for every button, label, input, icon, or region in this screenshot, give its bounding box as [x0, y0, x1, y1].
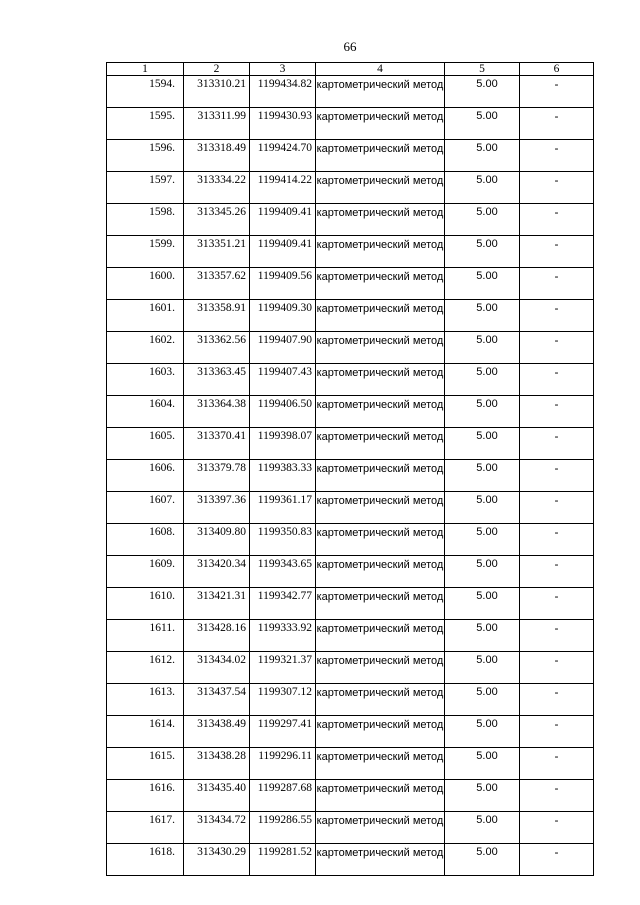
x-coordinate-cell: 313363.45 — [184, 364, 250, 396]
point-number-cell: 1603. — [107, 364, 184, 396]
x-coordinate-cell: 313334.22 — [184, 172, 250, 204]
y-coordinate-cell: 1199307.12 — [250, 684, 316, 716]
method-cell: картометрический метод — [316, 204, 445, 236]
point-number-cell: 1614. — [107, 716, 184, 748]
accuracy-cell: 5.00 — [445, 684, 520, 716]
note-cell: - — [520, 204, 594, 236]
note-cell: - — [520, 524, 594, 556]
x-coordinate-cell: 313318.49 — [184, 140, 250, 172]
table-row — [107, 268, 594, 300]
note-cell: - — [520, 620, 594, 652]
x-coordinate-cell: 313370.41 — [184, 428, 250, 460]
point-number-cell: 1607. — [107, 492, 184, 524]
method-cell: картометрический метод — [316, 780, 445, 812]
point-number-cell: 1612. — [107, 652, 184, 684]
point-number-cell: 1604. — [107, 396, 184, 428]
note-cell: - — [520, 108, 594, 140]
method-cell: картометрический метод — [316, 396, 445, 428]
table-row — [107, 844, 594, 876]
y-coordinate-cell: 1199297.41 — [250, 716, 316, 748]
method-cell: картометрический метод — [316, 844, 445, 876]
table-row — [107, 748, 594, 780]
y-coordinate-cell: 1199434.82 — [250, 76, 316, 108]
note-cell: - — [520, 492, 594, 524]
note-cell: - — [520, 76, 594, 108]
accuracy-cell: 5.00 — [445, 844, 520, 876]
method-cell: картометрический метод — [316, 76, 445, 108]
note-cell: - — [520, 812, 594, 844]
y-coordinate-cell: 1199407.90 — [250, 332, 316, 364]
table-row — [107, 620, 594, 652]
accuracy-cell: 5.00 — [445, 204, 520, 236]
y-coordinate-cell: 1199286.55 — [250, 812, 316, 844]
note-cell: - — [520, 684, 594, 716]
header-col-3: 3 — [250, 63, 316, 76]
point-number-cell: 1595. — [107, 108, 184, 140]
table-row — [107, 524, 594, 556]
x-coordinate-cell: 313435.40 — [184, 780, 250, 812]
method-cell: картометрический метод — [316, 492, 445, 524]
x-coordinate-cell: 313409.80 — [184, 524, 250, 556]
method-cell: картометрический метод — [316, 812, 445, 844]
x-coordinate-cell: 313434.02 — [184, 652, 250, 684]
y-coordinate-cell: 1199281.52 — [250, 844, 316, 876]
accuracy-cell: 5.00 — [445, 76, 520, 108]
point-number-cell: 1596. — [107, 140, 184, 172]
header-col-2: 2 — [184, 63, 250, 76]
point-number-cell: 1616. — [107, 780, 184, 812]
accuracy-cell: 5.00 — [445, 140, 520, 172]
accuracy-cell: 5.00 — [445, 716, 520, 748]
point-number-cell: 1610. — [107, 588, 184, 620]
table-row — [107, 140, 594, 172]
x-coordinate-cell: 313362.56 — [184, 332, 250, 364]
accuracy-cell: 5.00 — [445, 364, 520, 396]
note-cell: - — [520, 172, 594, 204]
point-number-cell: 1613. — [107, 684, 184, 716]
method-cell: картометрический метод — [316, 332, 445, 364]
note-cell: - — [520, 300, 594, 332]
y-coordinate-cell: 1199296.11 — [250, 748, 316, 780]
note-cell: - — [520, 780, 594, 812]
method-cell: картометрический метод — [316, 748, 445, 780]
method-cell: картометрический метод — [316, 268, 445, 300]
accuracy-cell: 5.00 — [445, 428, 520, 460]
method-cell: картометрический метод — [316, 364, 445, 396]
table-row — [107, 108, 594, 140]
table-row — [107, 204, 594, 236]
point-number-cell: 1609. — [107, 556, 184, 588]
accuracy-cell: 5.00 — [445, 236, 520, 268]
y-coordinate-cell: 1199409.41 — [250, 204, 316, 236]
table-row — [107, 332, 594, 364]
note-cell: - — [520, 140, 594, 172]
x-coordinate-cell: 313364.38 — [184, 396, 250, 428]
y-coordinate-cell: 1199407.43 — [250, 364, 316, 396]
table-row — [107, 556, 594, 588]
x-coordinate-cell: 313437.54 — [184, 684, 250, 716]
point-number-cell: 1606. — [107, 460, 184, 492]
y-coordinate-cell: 1199342.77 — [250, 588, 316, 620]
coordinates-table — [106, 62, 594, 876]
table-row — [107, 300, 594, 332]
table-row — [107, 364, 594, 396]
point-number-cell: 1598. — [107, 204, 184, 236]
table-row — [107, 588, 594, 620]
method-cell: картометрический метод — [316, 652, 445, 684]
note-cell: - — [520, 652, 594, 684]
point-number-cell: 1599. — [107, 236, 184, 268]
table-row — [107, 76, 594, 108]
method-cell: картометрический метод — [316, 716, 445, 748]
note-cell: - — [520, 268, 594, 300]
table-header-row — [107, 63, 594, 76]
table-row — [107, 236, 594, 268]
y-coordinate-cell: 1199383.33 — [250, 460, 316, 492]
header-col-5: 5 — [445, 63, 520, 76]
x-coordinate-cell: 313379.78 — [184, 460, 250, 492]
table-body — [107, 76, 594, 876]
x-coordinate-cell: 313421.31 — [184, 588, 250, 620]
method-cell: картометрический метод — [316, 236, 445, 268]
table-row — [107, 716, 594, 748]
x-coordinate-cell: 313420.34 — [184, 556, 250, 588]
note-cell: - — [520, 556, 594, 588]
table-row — [107, 428, 594, 460]
y-coordinate-cell: 1199343.65 — [250, 556, 316, 588]
method-cell: картометрический метод — [316, 300, 445, 332]
x-coordinate-cell: 313310.21 — [184, 76, 250, 108]
accuracy-cell: 5.00 — [445, 620, 520, 652]
note-cell: - — [520, 716, 594, 748]
table-row — [107, 492, 594, 524]
y-coordinate-cell: 1199333.92 — [250, 620, 316, 652]
y-coordinate-cell: 1199409.30 — [250, 300, 316, 332]
point-number-cell: 1608. — [107, 524, 184, 556]
note-cell: - — [520, 396, 594, 428]
accuracy-cell: 5.00 — [445, 396, 520, 428]
accuracy-cell: 5.00 — [445, 812, 520, 844]
x-coordinate-cell: 313311.99 — [184, 108, 250, 140]
accuracy-cell: 5.00 — [445, 268, 520, 300]
note-cell: - — [520, 364, 594, 396]
point-number-cell: 1594. — [107, 76, 184, 108]
y-coordinate-cell: 1199409.56 — [250, 268, 316, 300]
x-coordinate-cell: 313357.62 — [184, 268, 250, 300]
point-number-cell: 1602. — [107, 332, 184, 364]
accuracy-cell: 5.00 — [445, 108, 520, 140]
method-cell: картометрический метод — [316, 684, 445, 716]
method-cell: картометрический метод — [316, 556, 445, 588]
header-col-6: 6 — [520, 63, 594, 76]
page-number: 66 — [343, 39, 357, 54]
x-coordinate-cell: 313351.21 — [184, 236, 250, 268]
accuracy-cell: 5.00 — [445, 524, 520, 556]
point-number-cell: 1601. — [107, 300, 184, 332]
accuracy-cell: 5.00 — [445, 588, 520, 620]
note-cell: - — [520, 588, 594, 620]
x-coordinate-cell: 313397.36 — [184, 492, 250, 524]
y-coordinate-cell: 1199414.22 — [250, 172, 316, 204]
method-cell: картометрический метод — [316, 524, 445, 556]
table-row — [107, 652, 594, 684]
accuracy-cell: 5.00 — [445, 748, 520, 780]
y-coordinate-cell: 1199398.07 — [250, 428, 316, 460]
point-number-cell: 1617. — [107, 812, 184, 844]
note-cell: - — [520, 844, 594, 876]
accuracy-cell: 5.00 — [445, 300, 520, 332]
y-coordinate-cell: 1199406.50 — [250, 396, 316, 428]
point-number-cell: 1600. — [107, 268, 184, 300]
table-row — [107, 780, 594, 812]
header-col-4: 4 — [316, 63, 445, 76]
x-coordinate-cell: 313438.49 — [184, 716, 250, 748]
accuracy-cell: 5.00 — [445, 332, 520, 364]
x-coordinate-cell: 313428.16 — [184, 620, 250, 652]
table-row — [107, 812, 594, 844]
x-coordinate-cell: 313430.29 — [184, 844, 250, 876]
point-number-cell: 1611. — [107, 620, 184, 652]
method-cell: картометрический метод — [316, 140, 445, 172]
y-coordinate-cell: 1199321.37 — [250, 652, 316, 684]
x-coordinate-cell: 313438.28 — [184, 748, 250, 780]
x-coordinate-cell: 313345.26 — [184, 204, 250, 236]
method-cell: картометрический метод — [316, 460, 445, 492]
method-cell: картометрический метод — [316, 588, 445, 620]
y-coordinate-cell: 1199350.83 — [250, 524, 316, 556]
accuracy-cell: 5.00 — [445, 780, 520, 812]
method-cell: картометрический метод — [316, 428, 445, 460]
note-cell: - — [520, 332, 594, 364]
point-number-cell: 1597. — [107, 172, 184, 204]
note-cell: - — [520, 460, 594, 492]
note-cell: - — [520, 428, 594, 460]
table-row — [107, 460, 594, 492]
point-number-cell: 1615. — [107, 748, 184, 780]
y-coordinate-cell: 1199409.41 — [250, 236, 316, 268]
method-cell: картометрический метод — [316, 172, 445, 204]
accuracy-cell: 5.00 — [445, 460, 520, 492]
accuracy-cell: 5.00 — [445, 652, 520, 684]
table-row — [107, 684, 594, 716]
y-coordinate-cell: 1199424.70 — [250, 140, 316, 172]
note-cell: - — [520, 236, 594, 268]
accuracy-cell: 5.00 — [445, 492, 520, 524]
note-cell: - — [520, 748, 594, 780]
table-row — [107, 396, 594, 428]
method-cell: картометрический метод — [316, 108, 445, 140]
x-coordinate-cell: 313358.91 — [184, 300, 250, 332]
y-coordinate-cell: 1199287.68 — [250, 780, 316, 812]
table-row — [107, 172, 594, 204]
accuracy-cell: 5.00 — [445, 172, 520, 204]
header-col-1: 1 — [107, 63, 184, 76]
point-number-cell: 1605. — [107, 428, 184, 460]
x-coordinate-cell: 313434.72 — [184, 812, 250, 844]
y-coordinate-cell: 1199361.17 — [250, 492, 316, 524]
accuracy-cell: 5.00 — [445, 556, 520, 588]
point-number-cell: 1618. — [107, 844, 184, 876]
method-cell: картометрический метод — [316, 620, 445, 652]
y-coordinate-cell: 1199430.93 — [250, 108, 316, 140]
